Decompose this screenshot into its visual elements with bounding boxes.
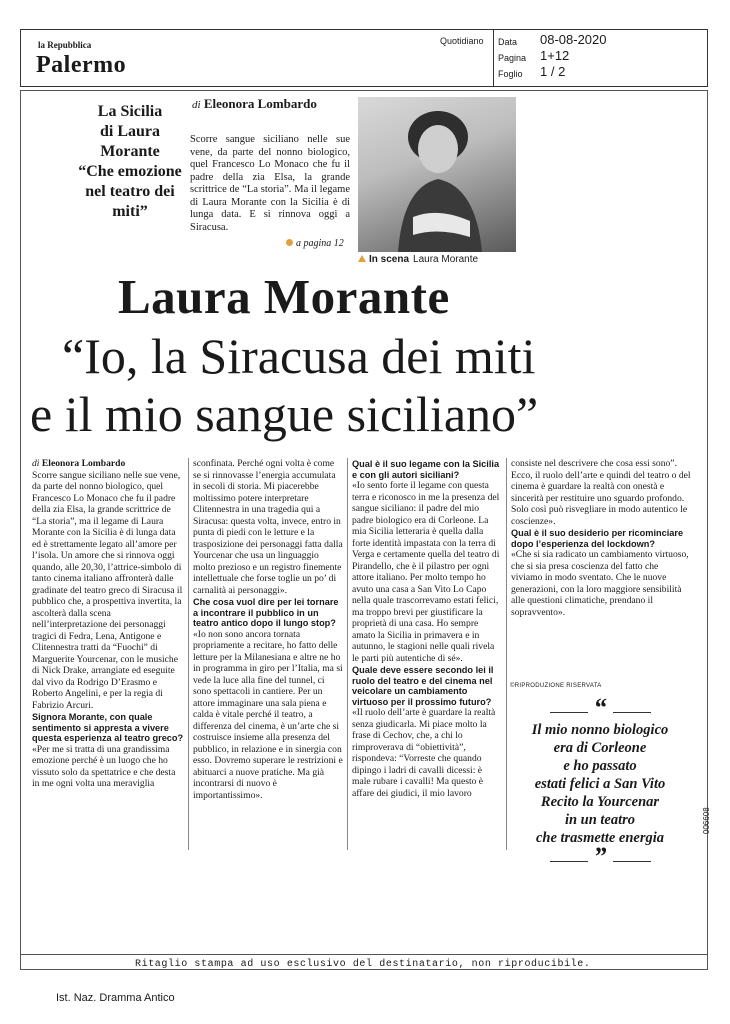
article-byline — [32, 458, 184, 470]
article-column-3 — [352, 458, 502, 799]
teaser-headline-line: “Che emozione — [78, 163, 182, 180]
article-byline-prefix: di — [32, 458, 40, 469]
interview-question: Signora Morante, con quale sentimento si appresta a vivere questa esperienza al teatro greco? — [32, 712, 184, 743]
pull-quote-line: che trasmette energia — [535, 830, 665, 846]
agency-name: Ist. Naz. Dramma Antico — [56, 992, 175, 1004]
paragraph: «Io non sono ancora tornata propriamente a recitare, ho fatto delle letture per la Milanesiana e altre ne ho in programma in giro per l’Italia, ma si vede la luce alla fine del tunnel, ci sono spettacoli in cantiere. Per un attore immaginare una sala piena e calda è vitale perché il teatro, a differenza del cinema, è un’arte che si costruisce insieme alla presenza del pubblico, in relazione e in sinergia con esso. Dovremo superare le restrizioni e abituarci a nuove pratiche. Ma già incontrarsi di nuovo è importantissimo». — [193, 628, 343, 801]
interview-question: Qual è il suo legame con la Sicilia e con gli autori siciliani? — [352, 459, 500, 480]
pull-quote-line: e ho passato — [563, 758, 637, 774]
date-value: 08-08-2020 — [540, 32, 607, 47]
article-byline-name: Eleonora Lombardo — [41, 458, 126, 469]
column-rule — [347, 458, 348, 850]
article-column-4 — [511, 458, 691, 618]
interview-question: Qual è il suo desiderio per ricominciare dopo l’esperienza del lockdown? — [511, 528, 684, 549]
pull-quote-close — [506, 842, 694, 871]
article-column-1 — [32, 458, 184, 790]
frequency-label: Quotidiano — [440, 36, 484, 46]
interview-question: Che cosa vuol dire per lei tornare a incontrare il pubblico in un teatro antico dopo il lungo stop? — [193, 597, 339, 628]
header-divider — [493, 30, 494, 86]
pull-quote-line: Il mio nonno biologico — [531, 722, 669, 738]
interview-question: Quale deve essere secondo lei il ruolo del teatro e del cinema nel veicolare un cambiamento virtuoso per il prossimo futuro? — [352, 665, 494, 707]
triangle-icon — [358, 255, 366, 262]
article-column-2 — [193, 458, 343, 801]
teaser-byline-prefix: di — [192, 99, 201, 111]
photo-caption — [358, 254, 478, 265]
teaser-byline-name: Eleonora Lombardo — [203, 96, 317, 111]
pull-quote-line: in un teatro — [564, 812, 636, 828]
main-headline-quote-line1: “Io, la Siracusa dei miti — [62, 328, 536, 384]
teaser-page-ref-text: a pagina 12 — [296, 238, 344, 249]
caption-name: Laura Morante — [413, 254, 479, 265]
side-code: 006608 — [702, 807, 711, 834]
teaser-text: Scorre sangue siciliano nelle sue vene, da parte del nonno biologico, quel Francesco Lo Monaco che fu il padre della zia Elsa, la grande scrittrice de “La storia”. Ma il legame di Laura Morante con la Sicilia è di lunga data. E si rinnova oggi a Siracusa. — [190, 134, 350, 233]
footer-disclaimer: Ritaglio stampa ad uso esclusivo del destinatario, non riproducibile. — [135, 959, 591, 970]
sheet-value: 1 / 2 — [540, 64, 566, 79]
pull-quote-line: era di Corleone — [553, 740, 647, 756]
open-quote-mark: “ — [593, 693, 607, 722]
sheet-label: Foglio — [498, 69, 523, 79]
teaser-headline — [70, 102, 190, 222]
paragraph: Scorre sangue siciliano nelle sue vene, da parte del nonno biologico, quel Francesco Lo Monaco che fu il padre della zia Elsa, la grande scrittrice de “La storia”, ma il legame di Laura Morante con la Sicilia è di lunga data ed è strettamente legato all’amore per l’isola. Un amore che si rinnova oggi quando, alle 20,30, l’attrice-simbolo di tanto cinema italiano affronterà dalle gradinate del teatro greco di Siracusa il pubblico che, a prospettiva invertita, la ascolterà dalla scena nell’interpretazione dei personaggi tragici di Fedra, Lena, Antigone e Clitennestra tratti da “Fuochi” di Marguerite Yourcenar, con le musiche di Nick Drake, arrangiate ed eseguite dal vivo da Rodrigo D’Erasmo e Roberto Angelini, e per la regia di Fabrizio Arcuri. — [32, 469, 183, 711]
paragraph: consiste nel descrivere che cosa essi sono”. Ecco, il ruolo dell’arte e quindi del teatro o del cinema è guardare la realtà con onestà e sincerità per restituire uno sguardo profondo. Solo così può risvegliare in modo autentico le coscienze». — [511, 458, 691, 527]
paragraph: «Il ruolo dell’arte è guardare la realtà senza giudicarla. Mi piace molto la frase di Cechov, che, a chi lo rimproverava di “obiettività”, rispondeva: “Vorreste che quando dipingo i ladri di cavalli dicessi: è male rubare i cavalli! Ma questo è affare dei giudici, il mio lavoro — [352, 707, 496, 799]
pull-quote — [506, 693, 694, 871]
teaser-page-ref — [286, 238, 344, 249]
pull-quote-line: estati felici a San Vito — [534, 776, 666, 792]
main-headline-name: Laura Morante — [118, 269, 450, 324]
paragraph: sconfinata. Perché ogni volta è come se si rinnovasse l’energia accumulata in secoli di storia. Mi piacerebbe moltissimo potere interpretare Clitennestra in una tragedia qui a Siracusa: questa volta, invece, entro in punta di piedi con le letture e la trasposizione dei personaggi fatta dalla Yourcenar che usa un linguaggio molto prezioso e un registro finemente intellettuale che forse toglie un po’ di carnalità ai personaggi». — [193, 458, 343, 596]
paragraph: «Io sento forte il legame con questa terra e riconosco in me la presenza del sangue siciliano: il padre del mio padre biologico era di Corleone. La mia Sicilia letteraria è quella dalla forte identità impastata con la terra di Verga e certamente quella del teatro di Pirandello, che è il pilastro per ogni attore italiano. Per molto tempo ho avuto una casa a San Vito Lo Capo nella quale trascorrevamo estati felici, ma troppo brevi per giustificare la proprietà di una casa. Ho sempre amato la Sicilia in primavera e in autunno, le stagioni nelle quali rivela le parti più autentiche di sé». — [352, 480, 500, 664]
date-label: Data — [498, 37, 518, 47]
portrait-illustration — [358, 97, 516, 252]
page-label: Pagina — [498, 53, 527, 63]
orange-dot-icon — [286, 239, 293, 246]
caption-label: In scena — [369, 254, 410, 265]
pull-quote-line: Recito la Yourcenar — [540, 794, 660, 810]
paragraph: «Per me si tratta di una grandissima emozione perché è un luogo che ho vissuto solo da spettatrice e che desta in me ogni volta una meraviglia — [32, 743, 176, 789]
close-quote-mark: ” — [593, 842, 607, 871]
teaser-headline-line: di Laura Morante — [99, 123, 160, 160]
portrait-photo — [358, 97, 516, 252]
publisher-name: la Repubblica — [38, 40, 92, 50]
column-rule — [188, 458, 189, 850]
teaser-byline — [192, 96, 317, 112]
main-headline-quote-line2: e il mio sangue siciliano” — [30, 386, 539, 442]
page-value: 1+12 — [540, 48, 570, 63]
pull-quote-open — [506, 693, 694, 722]
paragraph: «Che si sia radicato un cambiamento virtuoso, che si sia presa coscienza del fatto che viviamo in modo sventato. Che le nuove generazioni, con la loro maggiore sensibilità alle questioni climatiche, prendano il sopravvento». — [511, 549, 689, 618]
teaser-headline-line: nel teatro dei miti” — [85, 183, 175, 220]
teaser-headline-line: La Sicilia — [97, 103, 163, 120]
copyright-notice: ©RIPRODUZIONE RISERVATA — [510, 683, 602, 689]
edition-name: Palermo — [36, 52, 127, 78]
